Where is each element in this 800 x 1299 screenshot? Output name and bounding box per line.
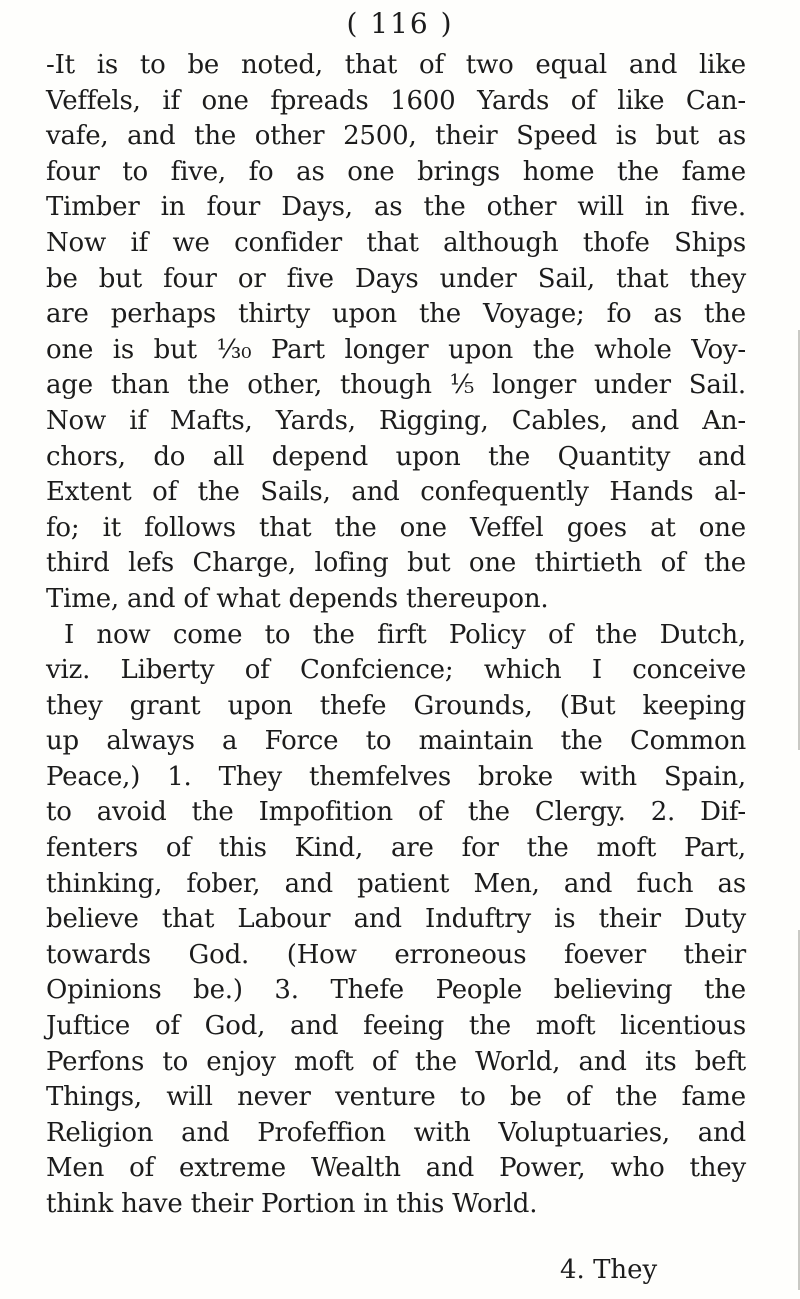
text-line: Time, and of what depends thereupon.: [46, 583, 549, 614]
text-line: think have their Portion in this World.: [46, 1189, 538, 1219]
text-line: age than the other, though ¹⁄₅ longer under Sail.: [46, 370, 746, 401]
text-line: Juftice of God, and feeing the moft licentious: [46, 1011, 746, 1042]
text-line: four to five, fo as one brings home the fame: [46, 156, 746, 187]
text-line: be but four or five Days under Sail, that they: [46, 263, 746, 294]
text-line: fenters of this Kind, are for the moft Part,: [46, 833, 746, 864]
text-line: they grant upon thefe Grounds, (But keeping: [46, 690, 746, 721]
text-line: fo; it follows that the one Veffel goes at one: [46, 512, 746, 543]
text-line: one is but ¹⁄₃₀ Part longer upon the whole Voy-: [46, 334, 746, 365]
text-line: Men of extreme Wealth and Power, who they: [46, 1153, 746, 1184]
text-line: Opinions be.) 3. Thefe People believing the: [46, 975, 746, 1006]
text-line: thinking, fober, and patient Men, and fuch as: [46, 868, 746, 899]
text-line: Timber in four Days, as the other will in five.: [46, 192, 746, 223]
text-line: Perfons to enjoy moft of the World, and its beft: [46, 1046, 746, 1077]
text-line: believe that Labour and Induftry is their Duty: [46, 904, 746, 935]
text-line: Now if Mafts, Yards, Rigging, Cables, and An-: [46, 405, 746, 436]
text-line: to avoid the Impofition of the Clergy. 2. Dif-: [46, 797, 746, 828]
text-line: are perhaps thirty upon the Voyage; fo as the: [46, 299, 746, 330]
text-line: Religion and Profeffion with Voluptuaries, and: [46, 1117, 746, 1148]
text-line: chors, do all depend upon the Quantity and: [46, 441, 746, 472]
catchword: 4. They: [560, 1255, 658, 1285]
text-line: Veffels, if one fpreads 1600 Yards of like Can-: [46, 85, 746, 116]
text-line: towards God. (How erroneous foever their: [46, 939, 746, 970]
text-line: Things, will never venture to be of the fame: [46, 1082, 746, 1113]
page-number: ( 116 ): [346, 7, 454, 40]
text-line: Extent of the Sails, and confequently Hands al-: [46, 477, 746, 508]
text-line: Now if we confider that although thofe Ships: [46, 227, 746, 258]
text-line: I now come to the firft Policy of the Dutch,: [64, 619, 746, 650]
body-text: [46, 48, 746, 1223]
text-line: vafe, and the other 2500, their Speed is but as: [46, 121, 746, 152]
text-line: -It is to be noted, that of two equal and like: [46, 50, 746, 80]
text-line: up always a Force to maintain the Common: [46, 726, 746, 757]
text-line: third lefs Charge, lofing but one thirtieth of the: [46, 548, 746, 579]
text-line: viz. Liberty of Confcience; which I conceive: [46, 655, 746, 686]
text-line: Peace,) 1. They themfelves broke with Spain,: [46, 761, 746, 792]
